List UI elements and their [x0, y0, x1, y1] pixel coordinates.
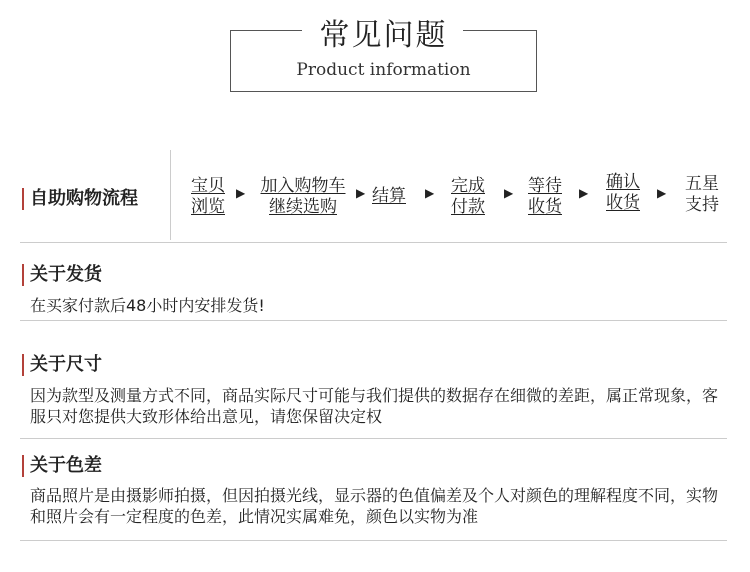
flow-step-five-star — [682, 174, 722, 216]
page-subtitle: Product information — [296, 60, 471, 80]
flow-arrow-icon: ▶ — [356, 186, 366, 200]
flow-step-checkout — [370, 186, 408, 207]
flow-step-line1: 完成 — [451, 176, 485, 196]
flow-divider — [170, 150, 171, 240]
divider — [20, 438, 727, 439]
flow-step-line2: 收货 — [528, 197, 562, 217]
flow-step-browse — [188, 176, 228, 218]
flow-step-line1: 结算 — [372, 186, 406, 206]
flow-step-line1: 加入购物车 — [260, 176, 346, 196]
flow-step-await — [525, 176, 565, 218]
flow-step-line2: 继续选购 — [269, 197, 337, 217]
flow-arrow-icon: ▶ — [425, 186, 435, 200]
section-title-size: 关于尺寸 — [22, 354, 102, 376]
section-body-size: 因为款型及测量方式不同，商品实际尺寸可能与我们提供的数据存在细微的差距，属正常现象，客服只对您提供大致形体给出意见，请您保留决定权 — [30, 386, 719, 426]
section-body-shipping: 在买家付款后48小时内安排发货! — [30, 296, 265, 315]
flow-arrow-icon: ▶ — [579, 186, 589, 200]
section-body-color: 商品照片是由摄影师拍摄，但因拍摄光线，显示器的色值偏差及个人对颜色的理解程度不同，实物和照片会有一定程度的色差，此情况实属难免，颜色以实物为准 — [30, 486, 719, 526]
flow-step-line1: 宝贝 — [191, 176, 225, 196]
flow-step-line1: 五星 — [685, 174, 719, 194]
flow-arrow-icon: ▶ — [236, 186, 246, 200]
flow-step-pay — [448, 176, 488, 218]
flow-step-confirm — [603, 172, 643, 214]
flow-step-line2: 付款 — [451, 197, 485, 217]
divider — [20, 320, 727, 321]
flow-step-line1: 确认 — [606, 172, 640, 192]
flow-label: 自助购物流程 — [22, 188, 138, 210]
divider — [20, 540, 727, 541]
flow-step-line2: 收货 — [606, 193, 640, 213]
flow-step-line2: 浏览 — [191, 197, 225, 217]
flow-step-line1: 等待 — [528, 176, 562, 196]
flow-step-line2: 支持 — [685, 195, 719, 215]
divider — [20, 242, 727, 243]
section-title-color: 关于色差 — [22, 455, 102, 477]
flow-arrow-icon: ▶ — [657, 186, 667, 200]
flow-step-add-cart — [256, 176, 350, 218]
flow-arrow-icon: ▶ — [504, 186, 514, 200]
section-title-shipping: 关于发货 — [22, 264, 102, 286]
page-title: 常见问题 — [319, 18, 448, 53]
